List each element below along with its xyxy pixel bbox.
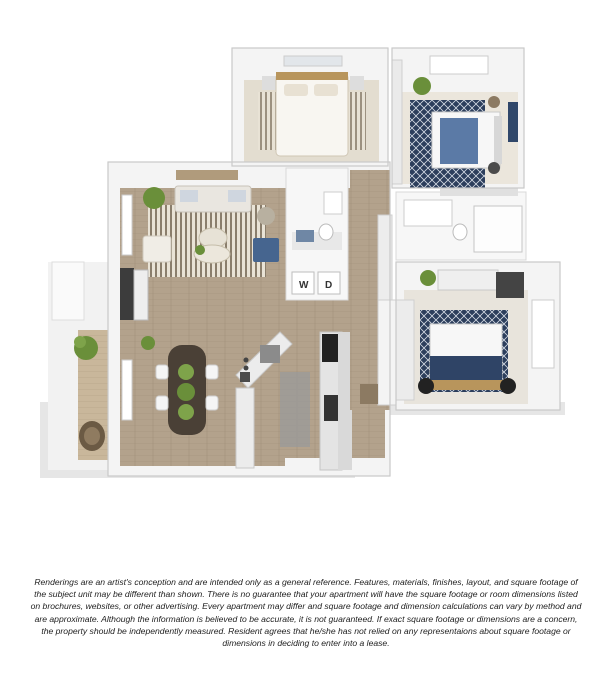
bedroom-3 <box>396 262 560 410</box>
washer-label: W <box>299 280 309 291</box>
plant-icon <box>74 336 98 360</box>
bed-icon <box>276 72 348 156</box>
toilet-icon <box>453 224 467 240</box>
washer-icon <box>292 272 314 294</box>
side-table-icon <box>257 207 275 225</box>
plant-icon <box>413 77 431 95</box>
bedroom-2 <box>392 48 524 188</box>
bed-icon <box>424 324 506 390</box>
disclaimer-text: Renderings are an artist's conception and are intended only as a general reference. Features, materials, finishes, layout, and square footage of the subject unit may be different than shown. There is no guarantee that your apartment will have the square footage or room dimensions listed on brochures, websites, or other advertising. Every apartment may differ and square footage and dimension calculations can vary by method and are approximate. Although the information is believed to be accurate, it is not guaranteed. If exact square footage or dimensions are a concern, the property should be independently measured. Resident agrees that he/she has not relied on any representaions about square footage or dimensions in deciding to enter into a lease. <box>30 577 582 649</box>
dryer-icon <box>318 272 340 294</box>
bedroom-1 <box>232 48 388 166</box>
patio <box>48 262 108 470</box>
laundry-bath <box>286 168 348 300</box>
plant-icon <box>420 270 436 286</box>
dryer-label: D <box>325 280 333 291</box>
bed-icon <box>432 112 502 168</box>
toilet-icon <box>319 224 333 240</box>
bath-2 <box>396 188 526 260</box>
patio-chair-icon <box>79 421 105 451</box>
bathtub-icon <box>474 206 522 252</box>
